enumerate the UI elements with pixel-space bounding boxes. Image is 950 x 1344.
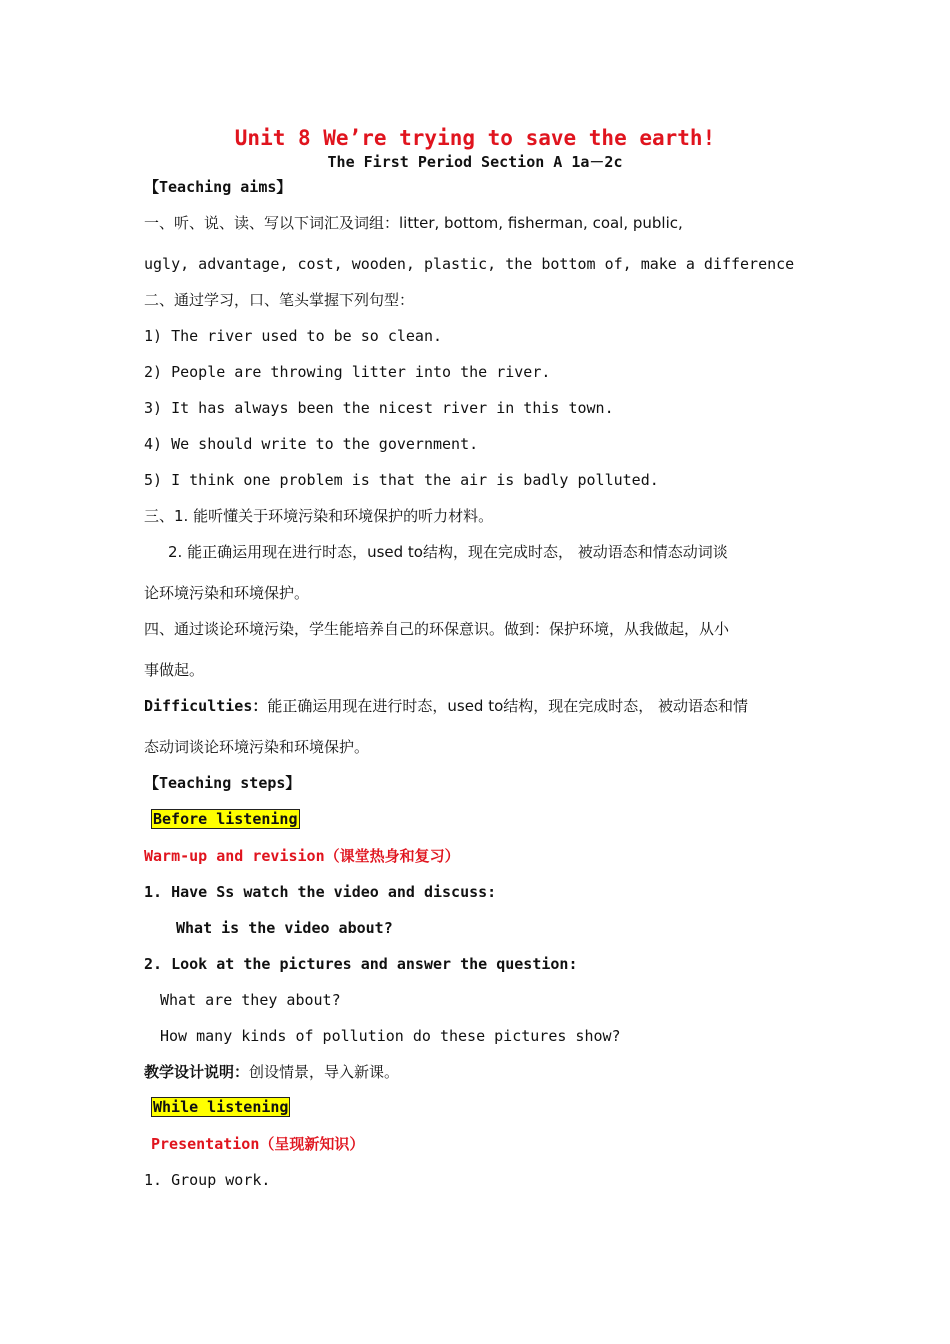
sentence-1: 1) The river used to be so clean. — [144, 327, 443, 345]
teaching-steps-heading: 【Teaching steps】 — [144, 774, 301, 792]
sentence-5: 5) I think one problem is that the air is badly polluted. — [144, 471, 659, 489]
difficulties-label: Difficulties： — [144, 697, 268, 715]
presentation-step-1: 1. Group work. — [144, 1171, 271, 1189]
while-listening-tag — [151, 1097, 290, 1117]
presentation-heading: Presentation（呈现新知识） — [151, 1135, 365, 1153]
teaching-aims-heading: 【Teaching aims】 — [144, 178, 292, 196]
design-note — [144, 1062, 399, 1082]
design-note-text: 创设情景，导入新课。 — [249, 1063, 400, 1081]
aim-3-line-3: 论环境污染和环境保护。 — [144, 584, 310, 602]
warm-up-heading: Warm-up and revision（课堂热身和复习） — [144, 847, 460, 865]
aim-4-line-1: 四、通过谈论环境污染，学生能培养自己的环保意识。做到：保护环境，从我做起，从小 — [144, 620, 730, 638]
aim-2: 二、通过学习，口、笔头掌握下列句型： — [144, 291, 415, 309]
document-subtitle: The First Period Section A 1a－2c — [327, 153, 623, 171]
aim-3-line-1: 三、1. 能听懂关于环境污染和环境保护的听力材料。 — [144, 507, 494, 525]
step-1: 1. Have Ss watch the video and discuss: — [144, 883, 497, 901]
step-2-question-2: How many kinds of pollution do these pictures show? — [160, 1027, 621, 1045]
step-2: 2. Look at the pictures and answer the question: — [144, 955, 578, 973]
before-listening-tag — [151, 809, 300, 829]
aim-1-line-1: 一、听、说、读、写以下词汇及词组：litter, bottom, fisherman, coal, public, — [144, 214, 683, 232]
design-note-label: 教学设计说明： — [144, 1063, 250, 1081]
sentence-4: 4) We should write to the government. — [144, 435, 479, 453]
sentence-2: 2) People are throwing litter into the river. — [144, 363, 551, 381]
difficulties-text: 能正确运用现在进行时态，used to结构，现在完成时态， 被动语态和情 — [267, 697, 749, 715]
aim-3-line-2: 2. 能正确运用现在进行时态，used to结构，现在完成时态， 被动语态和情态动词谈 — [168, 543, 728, 561]
aim-1-line-2: ugly, advantage, cost, wooden, plastic, the bottom of, make a difference — [144, 255, 795, 273]
document-title: Unit 8 We’re trying to save the earth! — [234, 126, 716, 150]
while-listening-highlight: While listening — [153, 1098, 289, 1116]
sentence-3: 3) It has always been the nicest river in this town. — [144, 399, 614, 417]
aim-4-line-2: 事做起。 — [144, 661, 205, 679]
step-1-question: What is the video about? — [176, 919, 393, 937]
step-2-question-1: What are they about? — [160, 991, 341, 1009]
difficulties-line-1 — [144, 696, 748, 716]
difficulties-line-2: 态动词谈论环境污染和环境保护。 — [144, 738, 370, 756]
before-listening-highlight: Before listening — [153, 810, 298, 828]
